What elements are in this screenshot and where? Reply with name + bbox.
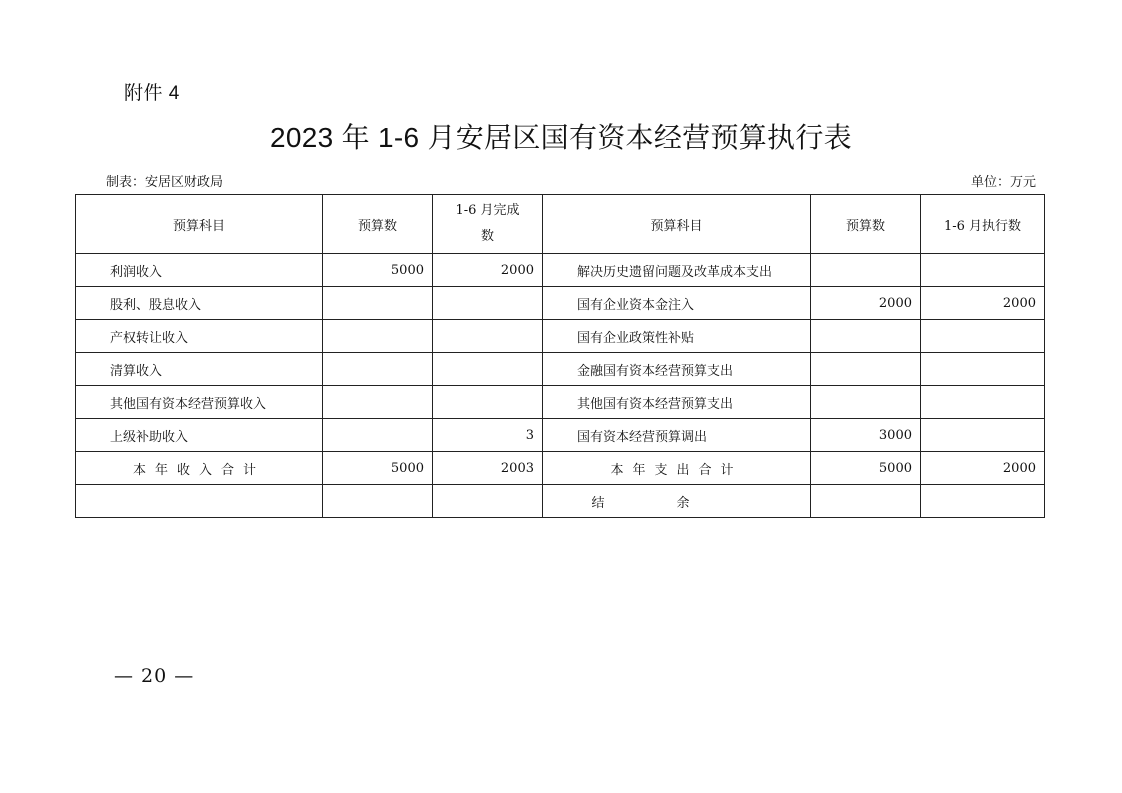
table-row [76, 254, 1045, 287]
expense-subject-cell: 解决历史遗留问题及改革成本支出 [543, 254, 811, 287]
balance-empty-cell [921, 485, 1045, 518]
attachment-label: 附件 4 [124, 83, 180, 104]
budget-execution-table [75, 194, 1045, 518]
expense-budget-cell [811, 254, 921, 287]
expense-subject-cell: 国有企业资本金注入 [543, 287, 811, 320]
expense-budget-cell: 2000 [811, 287, 921, 320]
income-subject-cell: 产权转让收入 [76, 320, 323, 353]
income-budget-cell: 5000 [323, 254, 433, 287]
expense-subject-cell: 国有资本经营预算调出 [543, 419, 811, 452]
balance-empty-cell [323, 485, 433, 518]
income-subject-cell: 股利、股息收入 [76, 287, 323, 320]
table-row-totals [76, 452, 1045, 485]
expense-subject-cell: 国有企业政策性补贴 [543, 320, 811, 353]
header-income-completed: 1-6 月完成数 [433, 195, 543, 254]
expense-budget-cell: 3000 [811, 419, 921, 452]
expense-budget-cell [811, 320, 921, 353]
page-number: — 20 — [114, 665, 195, 687]
expense-executed-cell [921, 419, 1045, 452]
income-subject-cell: 清算收入 [76, 353, 323, 386]
income-subject-cell: 利润收入 [76, 254, 323, 287]
table-row [76, 287, 1045, 320]
table-header-row [76, 195, 1045, 254]
table-row [76, 320, 1045, 353]
balance-empty-cell [76, 485, 323, 518]
table-row [76, 353, 1045, 386]
income-completed-cell [433, 353, 543, 386]
expense-executed-cell [921, 353, 1045, 386]
balance-label: 结余 [543, 485, 811, 518]
expense-total-budget: 5000 [811, 452, 921, 485]
income-total-label: 本年收入合计 [76, 452, 323, 485]
income-subject-cell: 其他国有资本经营预算收入 [76, 386, 323, 419]
expense-total-label: 本年支出合计 [543, 452, 811, 485]
income-completed-cell [433, 386, 543, 419]
income-completed-cell: 2000 [433, 254, 543, 287]
expense-subject-cell: 其他国有资本经营预算支出 [543, 386, 811, 419]
income-budget-cell [323, 320, 433, 353]
income-subject-cell: 上级补助收入 [76, 419, 323, 452]
balance-empty-cell [433, 485, 543, 518]
expense-executed-cell: 2000 [921, 287, 1045, 320]
income-total-budget: 5000 [323, 452, 433, 485]
table-row [76, 386, 1045, 419]
income-budget-cell [323, 353, 433, 386]
income-total-completed: 2003 [433, 452, 543, 485]
document-title: 2023 年 1-6 月安居区国有资本经营预算执行表 [270, 122, 852, 153]
expense-executed-cell [921, 386, 1045, 419]
income-budget-cell [323, 287, 433, 320]
expense-subject-cell: 金融国有资本经营预算支出 [543, 353, 811, 386]
income-budget-cell [323, 386, 433, 419]
header-income-budget: 预算数 [323, 195, 433, 254]
header-expense-budget: 预算数 [811, 195, 921, 254]
expense-budget-cell [811, 353, 921, 386]
income-completed-cell [433, 287, 543, 320]
table-unit: 单位：万元 [970, 175, 1036, 190]
expense-total-executed: 2000 [921, 452, 1045, 485]
income-completed-cell [433, 320, 543, 353]
table-row-balance [76, 485, 1045, 518]
income-budget-cell [323, 419, 433, 452]
header-expense-executed: 1-6 月执行数 [921, 195, 1045, 254]
header-income-subject: 预算科目 [76, 195, 323, 254]
expense-budget-cell [811, 386, 921, 419]
balance-empty-cell [811, 485, 921, 518]
table-maker: 制表：安居区财政局 [106, 175, 224, 190]
table-row [76, 419, 1045, 452]
income-completed-cell: 3 [433, 419, 543, 452]
expense-executed-cell [921, 320, 1045, 353]
header-expense-subject: 预算科目 [543, 195, 811, 254]
expense-executed-cell [921, 254, 1045, 287]
